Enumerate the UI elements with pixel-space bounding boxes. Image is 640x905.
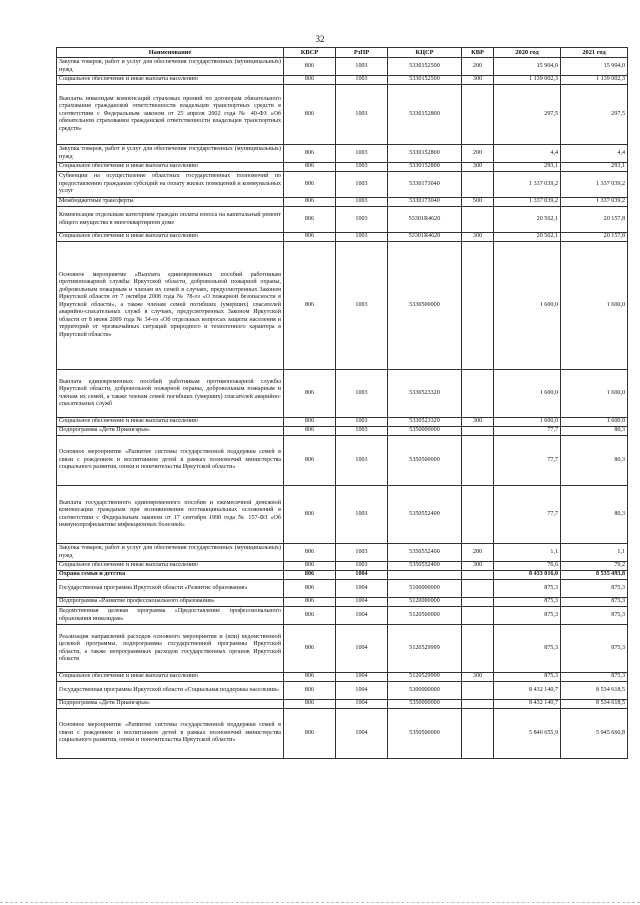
cell-kvr xyxy=(462,625,494,673)
cell-2020: 77,7 xyxy=(494,427,561,436)
cell-name: Межбюджетные трансферты xyxy=(57,198,284,207)
cell-kcsr: 5330523320 xyxy=(388,370,462,418)
cell-rzpr: 1003 xyxy=(336,370,388,418)
cell-kcsr: 5100000000 xyxy=(388,580,462,598)
cell-kcsr: 5120529999 xyxy=(388,625,462,673)
cell-kvr xyxy=(462,580,494,598)
cell-kcsr: 5350500000 xyxy=(388,709,462,759)
cell-2020: 76,6 xyxy=(494,562,561,571)
cell-name: Подпрограмма «Развитие профессионального образования» xyxy=(57,598,284,607)
table-row xyxy=(57,562,628,571)
cell-kvr xyxy=(462,598,494,607)
cell-name: Социальное обеспечение и иные выплаты населению xyxy=(57,163,284,172)
cell-2020: 77,7 xyxy=(494,436,561,486)
cell-kcsr: 5120529999 xyxy=(388,673,462,682)
cell-2021: 8 534 618,5 xyxy=(561,682,628,700)
cell-kvsr: 806 xyxy=(284,571,336,580)
header-kcsr: КЦСР xyxy=(388,48,462,58)
table-row xyxy=(57,544,628,562)
table-row xyxy=(57,700,628,709)
cell-2021: 1 600,0 xyxy=(561,242,628,370)
cell-name: Закупка товаров, работ и услуг для обеспечения государственных (муниципальных) нужд xyxy=(57,544,284,562)
cell-2021: 1,1 xyxy=(561,544,628,562)
cell-rzpr: 1004 xyxy=(336,580,388,598)
table-row xyxy=(57,207,628,233)
cell-kvr: 200 xyxy=(462,544,494,562)
cell-kvsr: 806 xyxy=(284,607,336,625)
cell-kvr xyxy=(462,700,494,709)
cell-2021: 20 157,8 xyxy=(561,207,628,233)
cell-2021: 875,3 xyxy=(561,607,628,625)
cell-kvr: 500 xyxy=(462,198,494,207)
cell-2021: 875,3 xyxy=(561,598,628,607)
cell-rzpr: 1003 xyxy=(336,242,388,370)
cell-2021: 5 945 666,8 xyxy=(561,709,628,759)
cell-kcsr: 5300000000 xyxy=(388,682,462,700)
cell-2021: 4,4 xyxy=(561,145,628,163)
cell-kvr: 200 xyxy=(462,58,494,76)
header-name: Наименование xyxy=(57,48,284,58)
table-row xyxy=(57,427,628,436)
cell-rzpr: 1003 xyxy=(336,562,388,571)
cell-rzpr: 1003 xyxy=(336,233,388,242)
cell-kcsr: 5330152800 xyxy=(388,85,462,145)
table-row xyxy=(57,145,628,163)
cell-rzpr: 1004 xyxy=(336,673,388,682)
cell-kvsr: 806 xyxy=(284,163,336,172)
cell-2021: 875,3 xyxy=(561,580,628,598)
table-row xyxy=(57,625,628,673)
cell-2020: 297,5 xyxy=(494,85,561,145)
cell-kcsr: 5330523320 xyxy=(388,418,462,427)
cell-name: Социальное обеспечение и иные выплаты населению xyxy=(57,673,284,682)
cell-kvr xyxy=(462,85,494,145)
cell-rzpr: 1004 xyxy=(336,682,388,700)
cell-name: Государственная программа Иркутской области «Социальная поддержка населения» xyxy=(57,682,284,700)
cell-name: Выплаты инвалидам компенсаций страховых премий по договорам обязательного страхования гражданской ответственности владельцев транспортных средств в соответствии с Федеральным законом от 25 апреля 2002 года № 40-ФЗ «Об обязательном страховании гражданской ответственности владельцев транспортных средств» xyxy=(57,85,284,145)
cell-name: Выплата единовременных пособий работникам противопожарной службы Иркутской области, добровольной пожарной охраны, добровольным пожарным и членам их семей, а также членам семей погибших (умерших) спасателей аварийно-спасательных служб xyxy=(57,370,284,418)
cell-2020: 875,3 xyxy=(494,607,561,625)
cell-kvr: 300 xyxy=(462,163,494,172)
cell-rzpr: 1003 xyxy=(336,58,388,76)
cell-name: Реализация направлений расходов основного мероприятия и (или) ведомственной целевой программы, подпрограммы государственной программы Иркутской области, а также непрограммных расходов государственных органов Иркутской области xyxy=(57,625,284,673)
cell-2020: 1 139 002,3 xyxy=(494,76,561,85)
cell-rzpr: 1004 xyxy=(336,700,388,709)
cell-rzpr: 1004 xyxy=(336,607,388,625)
table-row xyxy=(57,682,628,700)
cell-2020: 1 337 039,2 xyxy=(494,172,561,198)
table-row xyxy=(57,58,628,76)
cell-kvsr: 806 xyxy=(284,682,336,700)
cell-2021: 1 337 039,2 xyxy=(561,172,628,198)
cell-2020: 77,7 xyxy=(494,486,561,544)
cell-name: Социальное обеспечение и иные выплаты населению xyxy=(57,562,284,571)
cell-kvr: 300 xyxy=(462,562,494,571)
cell-rzpr: 1003 xyxy=(336,436,388,486)
cell-kvr: 200 xyxy=(462,145,494,163)
table-row xyxy=(57,673,628,682)
table-row xyxy=(57,76,628,85)
cell-2020: 20 562,1 xyxy=(494,207,561,233)
cell-kvr: 300 xyxy=(462,76,494,85)
cell-name: Основное мероприятие «Развитие системы государственной поддержки семей в связи с рождением и воспитанием детей в рамках полномочий министерства социального развития, опеки и попечительства Иркутской области» xyxy=(57,709,284,759)
cell-kvr xyxy=(462,370,494,418)
cell-2020: 20 562,1 xyxy=(494,233,561,242)
cell-2021: 1 337 039,2 xyxy=(561,198,628,207)
cell-2021: 79,2 xyxy=(561,562,628,571)
cell-2020: 1 337 039,2 xyxy=(494,198,561,207)
cell-kcsr xyxy=(388,571,462,580)
cell-rzpr: 1004 xyxy=(336,625,388,673)
cell-kvsr: 806 xyxy=(284,370,336,418)
cell-2020: 1,1 xyxy=(494,544,561,562)
cell-kvr: 300 xyxy=(462,418,494,427)
budget-table xyxy=(56,47,628,759)
cell-2020: 293,1 xyxy=(494,163,561,172)
cell-2020: 8 432 140,7 xyxy=(494,682,561,700)
header-rzpr: РзПР xyxy=(336,48,388,58)
cell-rzpr: 1003 xyxy=(336,427,388,436)
cell-2020: 1 600,0 xyxy=(494,370,561,418)
cell-2020: 5 846 655,9 xyxy=(494,709,561,759)
cell-kvsr: 806 xyxy=(284,242,336,370)
table-row xyxy=(57,172,628,198)
cell-kvr: 300 xyxy=(462,673,494,682)
cell-name: Государственная программа Иркутской области «Развитие образования» xyxy=(57,580,284,598)
cell-2020: 4,4 xyxy=(494,145,561,163)
table-row xyxy=(57,580,628,598)
cell-kcsr: 5330500000 xyxy=(388,242,462,370)
cell-2021: 875,3 xyxy=(561,673,628,682)
cell-kvsr: 806 xyxy=(284,85,336,145)
cell-name: Социальное обеспечение и иные выплаты населению xyxy=(57,233,284,242)
cell-2021: 875,3 xyxy=(561,625,628,673)
cell-rzpr: 1003 xyxy=(336,145,388,163)
cell-2021: 1 600,0 xyxy=(561,370,628,418)
cell-2021: 1 139 002,3 xyxy=(561,76,628,85)
cell-name: Основное мероприятие «Выплата единовременных пособий работникам противопожарной службы Иркутской области, добровольной пожарной охраны, добровольным пожарным и членам их семей в случаях, предусмотренных Законом Иркутской области от 7 октября 2008 года № 78-оз «О пожарной безопасности в Иркутской области», а также членам семей погибших (умерших) спасателей аварийно-спасательных служб в случаях, предусмотренных Законом Иркутской области от 8 июня 2009 года № 34-оз «Об отдельных вопросах защиты населения и территорий от чрезвычайных ситуаций природного и техногенного характера в Иркутской области» xyxy=(57,242,284,370)
cell-rzpr: 1003 xyxy=(336,163,388,172)
cell-name: Социальное обеспечение и иные выплаты населению xyxy=(57,76,284,85)
cell-kvsr: 806 xyxy=(284,418,336,427)
cell-name: Закупка товаров, работ и услуг для обеспечения государственных (муниципальных) нужд xyxy=(57,145,284,163)
cell-kcsr: 5330173040 xyxy=(388,198,462,207)
cell-kvr xyxy=(462,571,494,580)
cell-kvr: 300 xyxy=(462,233,494,242)
cell-kcsr: 5350000000 xyxy=(388,427,462,436)
cell-name: Субвенции на осуществление областных государственных полномочий по предоставлению гражданам субсидий на оплату жилых помещений и коммунальных услуг xyxy=(57,172,284,198)
cell-2021: 80,3 xyxy=(561,436,628,486)
cell-rzpr: 1003 xyxy=(336,198,388,207)
cell-name: Компенсация отдельным категориям граждан оплаты взноса на капитальный ремонт общего имущества в многоквартирном доме xyxy=(57,207,284,233)
cell-name: Охрана семьи и детства xyxy=(57,571,284,580)
cell-rzpr: 1003 xyxy=(336,418,388,427)
cell-kvsr: 806 xyxy=(284,198,336,207)
cell-kvr xyxy=(462,172,494,198)
cell-2021: 20 157,8 xyxy=(561,233,628,242)
cell-kvsr: 806 xyxy=(284,436,336,486)
cell-kvsr: 806 xyxy=(284,673,336,682)
cell-kvsr: 806 xyxy=(284,700,336,709)
cell-2020: 875,3 xyxy=(494,598,561,607)
scan-edge-line xyxy=(0,901,640,903)
cell-kcsr: 5350552400 xyxy=(388,562,462,571)
cell-kvsr: 806 xyxy=(284,544,336,562)
cell-kvsr: 806 xyxy=(284,598,336,607)
cell-kvr xyxy=(462,709,494,759)
cell-2020: 1 600,0 xyxy=(494,418,561,427)
cell-kcsr: 5120500000 xyxy=(388,607,462,625)
cell-2021: 15 904,0 xyxy=(561,58,628,76)
cell-name: Выплата государственного единовременного пособия и ежемесячной денежной компенсации гражданам при возникновении поствакцинальных осложнений в соответствии с Федеральным законом от 17 сентября 1998 года № 157-ФЗ «Об иммунопрофилактике инфекционных болезней» xyxy=(57,486,284,544)
header-kvsr: КВСР xyxy=(284,48,336,58)
cell-kvsr: 806 xyxy=(284,233,336,242)
table-row xyxy=(57,242,628,370)
page-number: 32 xyxy=(315,34,325,44)
cell-rzpr: 1004 xyxy=(336,709,388,759)
cell-name: Подпрограмма «Дети Приангарья» xyxy=(57,700,284,709)
cell-2020: 875,3 xyxy=(494,673,561,682)
header-2021: 2021 год xyxy=(561,48,628,58)
cell-kcsr: 53301R4620 xyxy=(388,233,462,242)
cell-kcsr: 5120000000 xyxy=(388,598,462,607)
cell-kcsr: 5350500000 xyxy=(388,436,462,486)
cell-2021: 80,3 xyxy=(561,427,628,436)
cell-kcsr: 53301R4620 xyxy=(388,207,462,233)
cell-rzpr: 1003 xyxy=(336,85,388,145)
cell-kvr xyxy=(462,242,494,370)
cell-kvr xyxy=(462,207,494,233)
table-header-row xyxy=(57,48,628,58)
cell-2021: 297,5 xyxy=(561,85,628,145)
cell-kcsr: 5330152500 xyxy=(388,58,462,76)
cell-2021: 1 600,0 xyxy=(561,418,628,427)
cell-rzpr: 1003 xyxy=(336,486,388,544)
cell-kvsr: 806 xyxy=(284,709,336,759)
table-row xyxy=(57,607,628,625)
cell-rzpr: 1003 xyxy=(336,544,388,562)
table-row xyxy=(57,370,628,418)
table-row xyxy=(57,486,628,544)
cell-kcsr: 5330173040 xyxy=(388,172,462,198)
cell-kvsr: 806 xyxy=(284,58,336,76)
cell-kcsr: 5330152800 xyxy=(388,145,462,163)
table-row xyxy=(57,571,628,580)
table-row xyxy=(57,598,628,607)
cell-rzpr: 1004 xyxy=(336,598,388,607)
cell-kvr xyxy=(462,682,494,700)
cell-kcsr: 5330152500 xyxy=(388,76,462,85)
cell-2021: 80,3 xyxy=(561,486,628,544)
cell-2020: 8 432 140,7 xyxy=(494,700,561,709)
cell-kvsr: 806 xyxy=(284,76,336,85)
cell-kvsr: 806 xyxy=(284,172,336,198)
cell-rzpr: 1003 xyxy=(336,207,388,233)
table-row xyxy=(57,418,628,427)
cell-2021: 8 534 618,5 xyxy=(561,700,628,709)
cell-kvsr: 806 xyxy=(284,207,336,233)
cell-2020: 1 600,0 xyxy=(494,242,561,370)
cell-2021: 293,1 xyxy=(561,163,628,172)
cell-2020: 8 433 016,0 xyxy=(494,571,561,580)
table-row xyxy=(57,85,628,145)
cell-name: Ведомственная целевая программа «Предоставление профессионального образования инвалидам» xyxy=(57,607,284,625)
cell-kvr xyxy=(462,607,494,625)
table-row xyxy=(57,436,628,486)
cell-kvsr: 806 xyxy=(284,562,336,571)
table-row xyxy=(57,709,628,759)
cell-rzpr: 1003 xyxy=(336,172,388,198)
table-row xyxy=(57,233,628,242)
cell-name: Основное мероприятие «Развитие системы государственной поддержки семей в связи с рождением и воспитанием детей в рамках полномочий министерства социального развития, опеки и попечительства Иркутской области» xyxy=(57,436,284,486)
cell-kcsr: 5350552400 xyxy=(388,544,462,562)
cell-2020: 875,3 xyxy=(494,580,561,598)
header-kvr: КВР xyxy=(462,48,494,58)
table-row xyxy=(57,163,628,172)
table-row xyxy=(57,198,628,207)
header-2020: 2020 год xyxy=(494,48,561,58)
cell-name: Социальное обеспечение и иные выплаты населению xyxy=(57,418,284,427)
cell-name: Закупка товаров, работ и услуг для обеспечения государственных (муниципальных) нужд xyxy=(57,58,284,76)
cell-kcsr: 5350552400 xyxy=(388,486,462,544)
cell-name: Подпрограмма «Дети Приангарья» xyxy=(57,427,284,436)
cell-rzpr: 1004 xyxy=(336,571,388,580)
cell-rzpr: 1003 xyxy=(336,76,388,85)
cell-kvsr: 806 xyxy=(284,580,336,598)
cell-kvr xyxy=(462,486,494,544)
cell-kcsr: 5350000000 xyxy=(388,700,462,709)
cell-2021: 8 535 493,8 xyxy=(561,571,628,580)
cell-kvsr: 806 xyxy=(284,145,336,163)
cell-kvsr: 806 xyxy=(284,427,336,436)
cell-2020: 15 904,0 xyxy=(494,58,561,76)
cell-kvr xyxy=(462,436,494,486)
cell-kvr xyxy=(462,427,494,436)
cell-kcsr: 5330152800 xyxy=(388,163,462,172)
cell-2020: 875,3 xyxy=(494,625,561,673)
cell-kvsr: 806 xyxy=(284,486,336,544)
cell-kvsr: 806 xyxy=(284,625,336,673)
